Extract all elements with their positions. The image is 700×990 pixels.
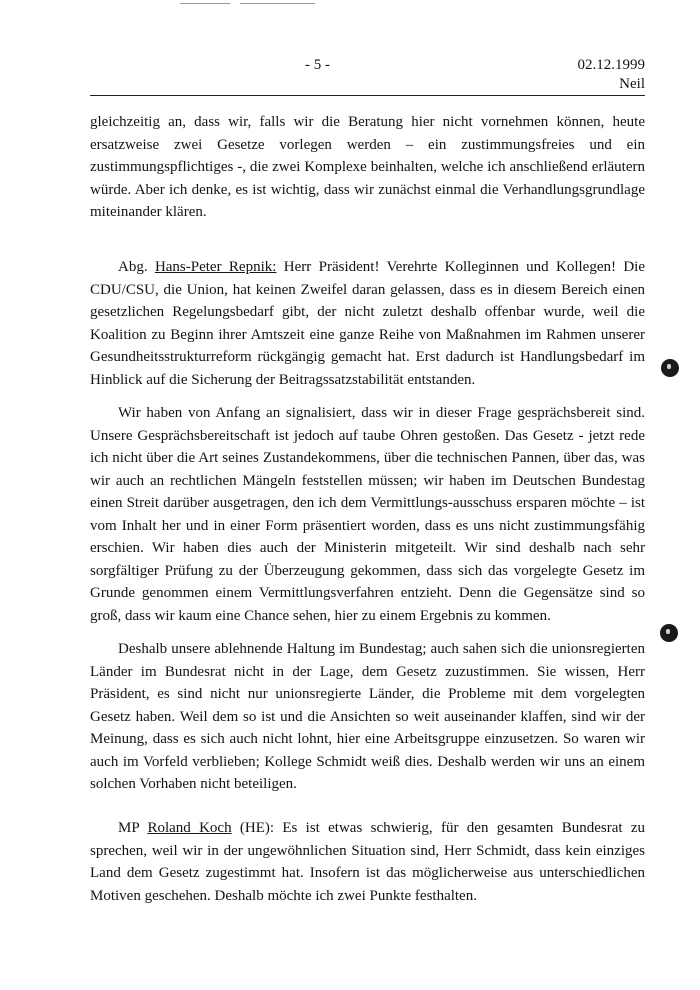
- paragraph: [90, 817, 645, 907]
- speaker-title: Abg.: [118, 259, 155, 275]
- speech-koch: [90, 817, 645, 907]
- paragraph-text: (HE): Es ist etwas schwierig, für den gesamten Bundesrat zu sprechen, weil wir in der ungewöhnlichen Situation sind, Herr Schmidt, dass kein einziges Land dem Gesetz zugestimmt hat. Insofern ist das möglicherweise aus unterschiedlichen Motiven geschehen. Deshalb möchte ich zwei Punkte festhalten.: [90, 820, 645, 904]
- speech-repnik: [90, 256, 645, 796]
- paragraph: Deshalb unsere ablehnende Haltung im Bundestag; auch sahen sich die unionsregierten Länder im Bundesrat nicht in der Lage, dem Gesetz zuzustimmen. Sie wissen, Herr Präsident, es sind nicht nur unionsregierte Länder, die Probleme mit dem vorgelegten Gesetz haben. Weil dem so ist und die Ansichten so weit auseinander klaffen, sind wir der Meinung, dass es sich auch nicht lohnt, hier eine Arbeitsgruppe einzusetzen. So waren wir auch im Vorfeld verblieben; Kollege Schmidt weiß dies. Deshalb werden wir uns an einem solchen Vorhaben nicht beteiligen.: [90, 641, 645, 792]
- paragraph-text: Herr Präsident! Verehrte Kolleginnen und Kollegen! Die CDU/CSU, die Union, hat keinen Zweifel daran gelassen, dass es in diesem Bereich einen gesetzlichen Regelungsbedarf gibt, der nicht zuletzt deshalb offenbar wurde, weil die Koalition zu Beginn ihrer Amtszeit eine ganze Reihe von Maßnahmen im Rahmen unserer Gesundheitsstrukturreform rückgängig gemacht hat. Erst dadurch ist Handlungsbedarf im Hinblick auf die Sicherung der Beitragssatzstabilität entstanden.: [90, 259, 645, 388]
- document-date: 02.12.1999: [577, 57, 645, 73]
- paragraph-text: gleichzeitig an, dass wir, falls wir die Beratung hier nicht vornehmen können, heute ersatzweise zwei Gesetze vorlegen werden – ein zustimmungsfreies und ein zustimmungspflichtiges -, die zwei Komplexe beinhalten, welche ich anschließend erläutern würde. Aber ich denke, es ist wichtig, dass wir zunächst einmal die Verhandlungsgrundlage miteinander klären.: [90, 114, 645, 220]
- paragraph: [90, 256, 645, 391]
- margin-mark-icon: [661, 359, 679, 377]
- paragraph-continuation: [90, 111, 645, 224]
- margin-mark-icon: [660, 624, 678, 642]
- speaker-name-koch: Roland Koch: [147, 820, 232, 836]
- document-author: Neil: [619, 76, 645, 92]
- scan-edge-line: [180, 3, 230, 4]
- scan-edge-line: [240, 3, 315, 4]
- paragraph: Wir haben von Anfang an signalisiert, dass wir in dieser Frage gesprächsbereit sind. Unsere Gesprächsbereitschaft ist jedoch auf taube Ohren gestoßen. Das Gesetz - jetzt rede ich nicht über die Art seines Zustandekommens, über die technischen Pannen, über das, was wir auch an rechtlichen Mängeln feststellen müssen; wir haben im Deutschen Bundestag einen Streit darüber ausgetragen, den ich dem Vermittlungs-ausschuss ersparen möchte – ist vom Inhalt her und in einer Form präsentiert worden, dass es uns nicht zustimmungsfähig erschien. Wir haben dies auch der Ministerin mitgeteilt. Wir sind deshalb nach sehr sorgfältiger Prüfung zu der Überzeugung gekommen, dass sich das vorgelegte Gesetz im Grunde genommen einem Vermittlungsverfahren entzieht. Denn die Gegensätze sind so groß, dass wir kaum eine Chance sehen, hier zu einem Ergebnis zu kommen.: [90, 405, 645, 624]
- header-divider: [90, 95, 645, 96]
- speaker-title: MP: [118, 820, 148, 836]
- speaker-name-repnik: Hans-Peter Repnik:: [154, 259, 277, 275]
- page-number: - 5 -: [305, 57, 330, 73]
